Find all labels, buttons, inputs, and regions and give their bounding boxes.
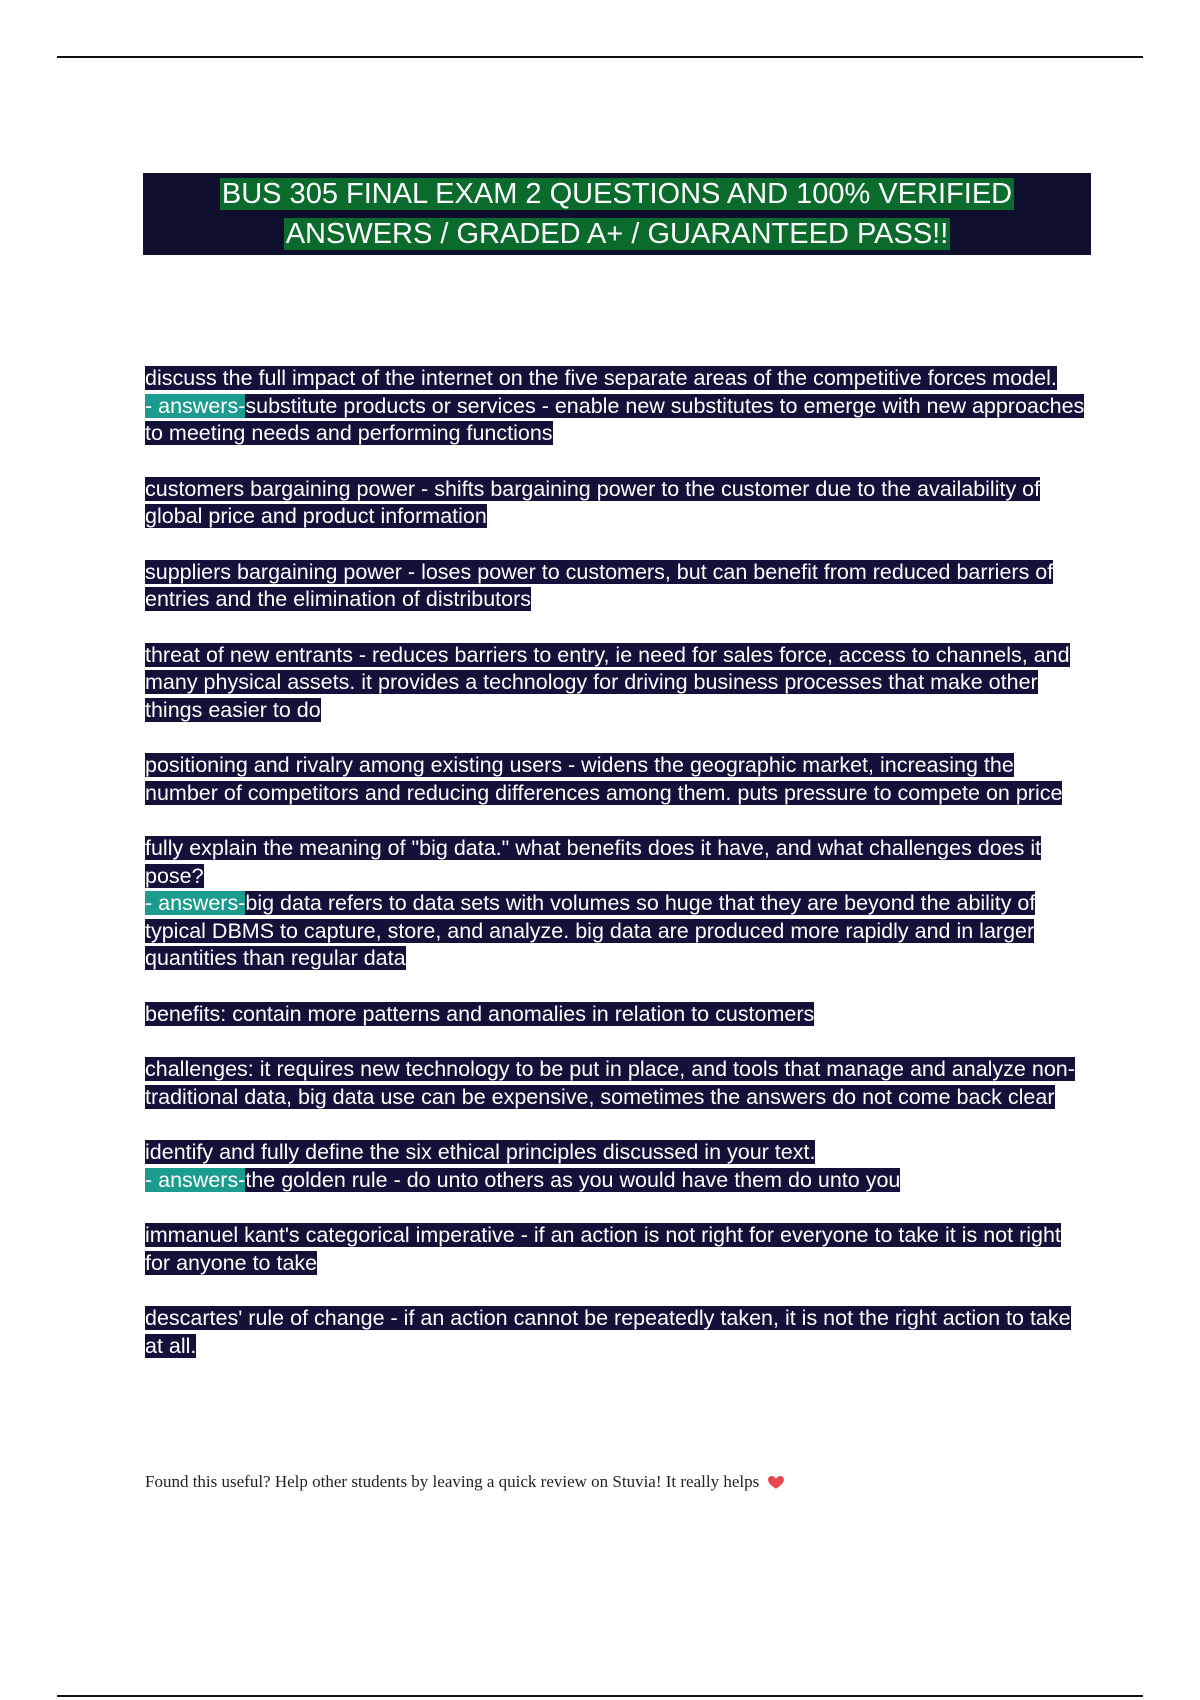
- question-text: identify and fully define the six ethical principles discussed in your text.: [145, 1140, 816, 1164]
- bottom-rule: [57, 1695, 1143, 1697]
- qa-block: [145, 365, 1085, 448]
- answer-marker: - answers-: [145, 891, 246, 915]
- footer-text: Found this useful? Help other students by leaving a quick review on Stuvia! It really helps: [145, 1472, 760, 1491]
- answer-text: threat of new entrants - reduces barriers to entry, ie need for sales force, access to channels, and many physical assets. it provides a technology for driving business processes that make other things easier to do: [145, 642, 1070, 722]
- title-line-1: BUS 305 FINAL EXAM 2 QUESTIONS AND 100% VERIFIED: [221, 178, 1013, 210]
- qa-block: [145, 835, 1085, 973]
- answer-text: substitute products or services - enable new substitutes to emerge with new approaches to meeting needs and performing functions: [145, 393, 1085, 445]
- question-text: fully explain the meaning of "big data." what benefits does it have, and what challenges does it pose?: [145, 836, 1042, 888]
- answer-text: immanuel kant's categorical imperative - if an action is not right for everyone to take it is not right for anyone to take: [145, 1223, 1061, 1275]
- answer-marker: - answers-: [145, 1167, 246, 1192]
- qa-content: [145, 365, 1085, 1388]
- top-rule: [57, 56, 1143, 58]
- answer-text: positioning and rivalry among existing users - widens the geographic market, increasing the number of competitors and reducing differences among them. puts pressure to compete on price: [145, 753, 1063, 805]
- qa-block: [145, 1139, 1085, 1194]
- answer-marker: - answers-: [145, 393, 246, 418]
- answer-text: challenges: it requires new technology to be put in place, and tools that manage and analyze non-traditional data, big data use can be expensive, sometimes the answers do not come back clear: [145, 1057, 1075, 1109]
- title-line-2: ANSWERS / GRADED A+ / GUARANTEED PASS!!: [285, 218, 949, 250]
- heart-icon: [767, 1473, 785, 1491]
- answer-text: customers bargaining power - shifts bargaining power to the customer due to the availability of global price and product information: [145, 476, 1041, 528]
- answer-text: descartes' rule of change - if an action cannot be repeatedly taken, it is not the right action to take at all.: [145, 1306, 1071, 1358]
- answer-text: the golden rule - do unto others as you would have them do unto you: [245, 1167, 901, 1192]
- review-footer: [145, 1472, 785, 1492]
- answer-text: big data refers to data sets with volumes so huge that they are beyond the ability of typical DBMS to capture, store, and analyze. big data are produced more rapidly and in larger quantities than regular data: [145, 891, 1036, 970]
- question-text: discuss the full impact of the internet on the five separate areas of the competitive forces model.: [145, 366, 1057, 390]
- document-title: [143, 173, 1091, 255]
- answer-text: suppliers bargaining power - loses power to customers, but can benefit from reduced barriers of entries and the elimination of distributors: [145, 559, 1054, 611]
- answer-text: benefits: contain more patterns and anomalies in relation to customers: [145, 1001, 815, 1026]
